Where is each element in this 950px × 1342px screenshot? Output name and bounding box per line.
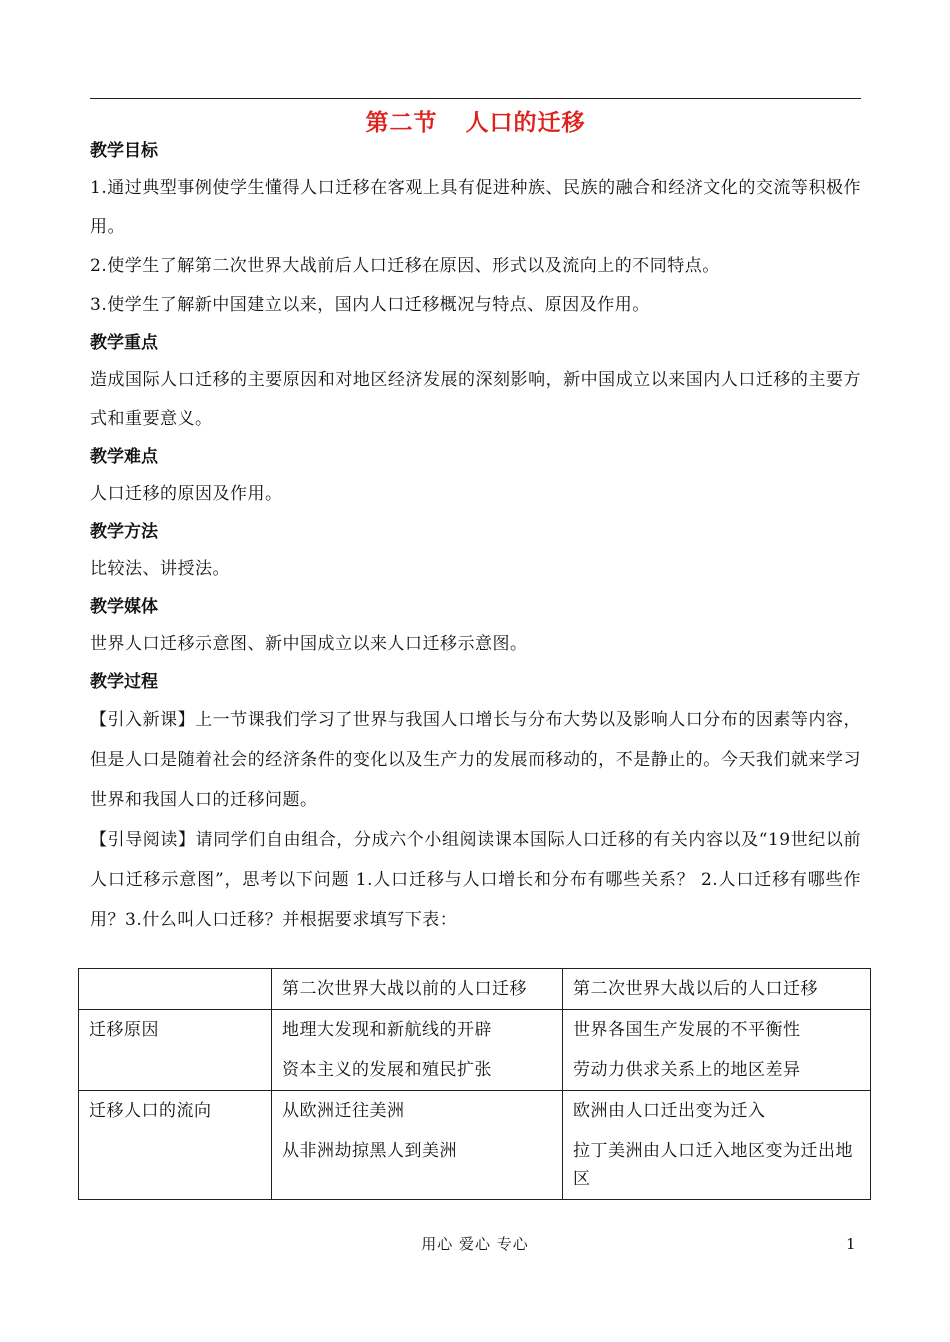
row-label-cell xyxy=(79,1131,272,1200)
title-section: 第二节 xyxy=(365,110,438,136)
header-rule xyxy=(90,98,861,99)
objectives-heading: 教学目标 xyxy=(90,141,158,161)
page-footer: 用心 爱心 专心 xyxy=(421,1235,529,1253)
migration-comparison-table xyxy=(78,968,871,1200)
table-cell: 欧洲由人口迁出变为迁入 xyxy=(563,1091,871,1132)
row-label-cell: 迁移原因 xyxy=(79,1010,272,1051)
table-row xyxy=(79,1091,871,1132)
methods-heading: 教学方法 xyxy=(90,522,158,542)
objective-item-1: 1.通过典型事例使学生懂得人口迁移在客观上具有促进种族、民族的融合和经济文化的交流等积极作用。 xyxy=(90,178,861,237)
table-cell: 从非洲劫掠黑人到美洲 xyxy=(272,1131,563,1200)
table-cell: 拉丁美洲由人口迁入地区变为迁出地区 xyxy=(563,1131,871,1200)
methods-text: 比较法、讲授法。 xyxy=(90,559,230,579)
key-points-heading: 教学重点 xyxy=(90,333,158,353)
table-cell: 世界各国生产发展的不平衡性 xyxy=(563,1010,871,1051)
row-label-cell xyxy=(79,1050,272,1091)
document-body xyxy=(90,133,861,940)
table-row xyxy=(79,1131,871,1200)
table-cell: 劳动力供求关系上的地区差异 xyxy=(563,1050,871,1091)
process-guide: 【引导阅读】请同学们自由组合，分成六个小组阅读课本国际人口迁移的有关内容以及“19世纪以前人口迁移示意图”，思考以下问题 1.人口迁移与人口增长和分布有哪些关系？ 2.人口迁移有哪些作用？3.什么叫人口迁移？并根据要求填写下表： xyxy=(90,830,861,930)
table-cell: 资本主义的发展和殖民扩张 xyxy=(272,1050,563,1091)
media-text: 世界人口迁移示意图、新中国成立以来人口迁移示意图。 xyxy=(90,634,528,654)
table-row xyxy=(79,1010,871,1051)
page-number: 1 xyxy=(846,1235,856,1253)
key-points-text: 造成国际人口迁移的主要原因和对地区经济发展的深刻影响，新中国成立以来国内人口迁移的主要方式和重要意义。 xyxy=(90,370,861,429)
table-header-row xyxy=(79,969,871,1010)
media-heading: 教学媒体 xyxy=(90,597,158,617)
table-cell: 地理大发现和新航线的开辟 xyxy=(272,1010,563,1051)
table-header-cell xyxy=(79,969,272,1010)
row-label-cell: 迁移人口的流向 xyxy=(79,1091,272,1132)
table-header-cell: 第二次世界大战以前的人口迁移 xyxy=(272,969,563,1010)
objective-item-3: 3.使学生了解新中国建立以来，国内人口迁移概况与特点、原因及作用。 xyxy=(90,295,650,315)
process-intro: 【引入新课】上一节课我们学习了世界与我国人口增长与分布大势以及影响人口分布的因素等内容，但是人口是随着社会的经济条件的变化以及生产力的发展而移动的，不是静止的。今天我们就来学习世界和我国人口的迁移问题。 xyxy=(90,710,861,810)
title-topic: 人口的迁移 xyxy=(465,110,586,136)
difficulties-text: 人口迁移的原因及作用。 xyxy=(90,484,283,504)
table-header-cell: 第二次世界大战以后的人口迁移 xyxy=(563,969,871,1010)
table-row xyxy=(79,1050,871,1091)
table-cell: 从欧洲迁往美洲 xyxy=(272,1091,563,1132)
objective-item-2: 2.使学生了解第二次世界大战前后人口迁移在原因、形式以及流向上的不同特点。 xyxy=(90,256,720,276)
difficulties-heading: 教学难点 xyxy=(90,447,158,467)
process-heading: 教学过程 xyxy=(90,672,158,692)
